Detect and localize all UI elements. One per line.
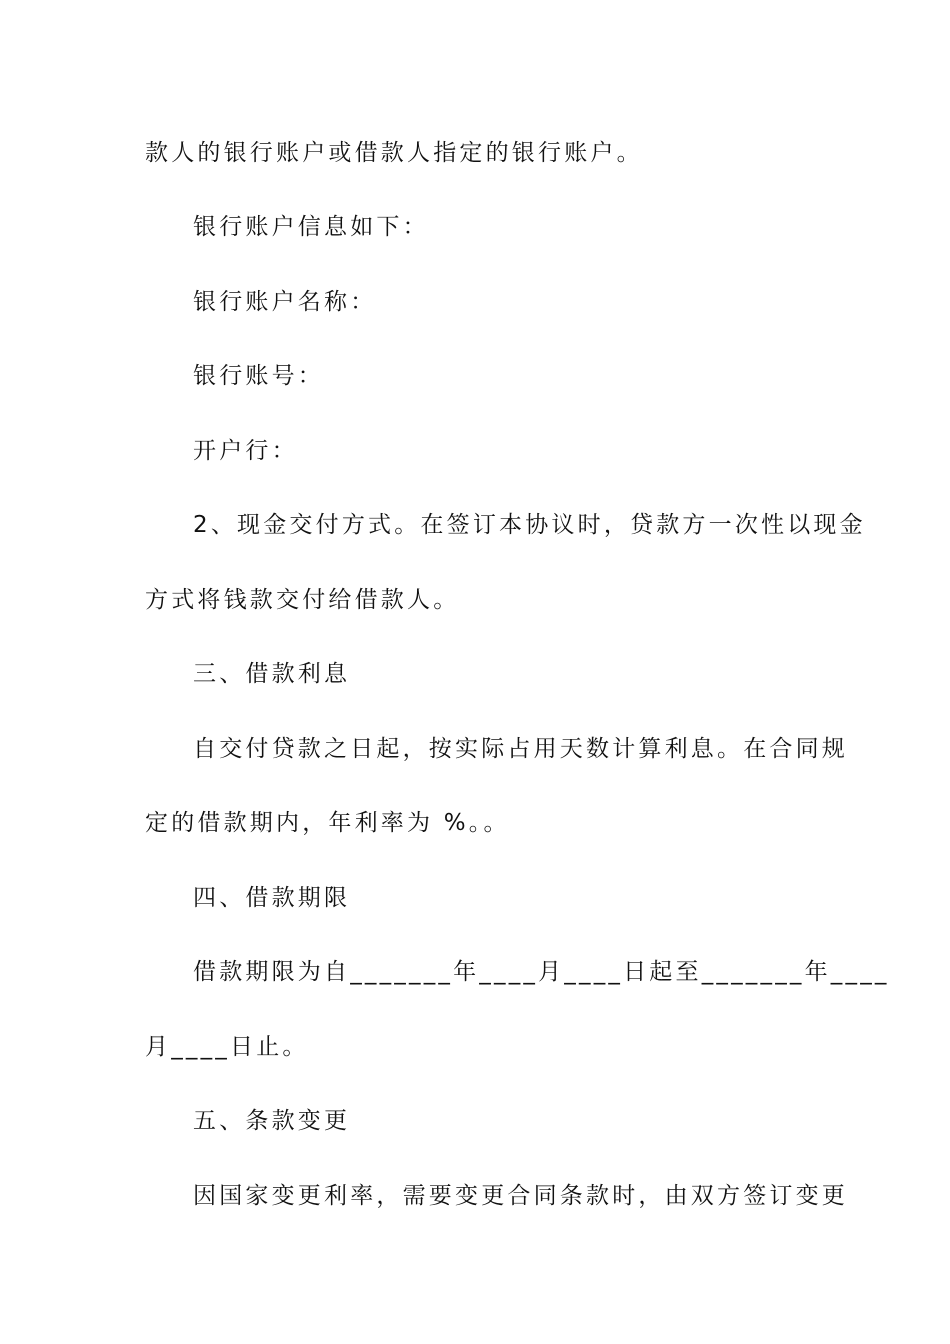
section-heading: 五、条款变更	[193, 1108, 351, 1134]
text-line: 开户行：	[193, 438, 298, 464]
text-line: 银行账号：	[193, 363, 324, 389]
paragraph-line: 因国家变更利率，需要变更合同条款时，由双方签订变更	[193, 1183, 848, 1209]
paragraph-line: 方式将钱款交付给借款人。	[145, 587, 460, 613]
paragraph-line: 借款期限为自_______年____月____日起至_______年____	[193, 959, 890, 985]
section-heading: 四、借款期限	[193, 885, 351, 911]
paragraph-line: 自交付贷款之日起，按实际占用天数计算利息。在合同规	[193, 736, 848, 762]
paragraph-line: 定的借款期内，年利率为 %。。	[145, 810, 510, 836]
text-line: 款人的银行账户或借款人指定的银行账户。	[145, 140, 643, 166]
paragraph-line: 月____日止。	[145, 1034, 309, 1060]
text-line: 银行账户名称：	[193, 289, 377, 315]
text-line: 银行账户信息如下：	[193, 214, 429, 240]
paragraph-line: 2、现金交付方式。在签订本协议时，贷款方一次性以现金	[193, 512, 866, 538]
section-heading: 三、借款利息	[193, 661, 351, 687]
